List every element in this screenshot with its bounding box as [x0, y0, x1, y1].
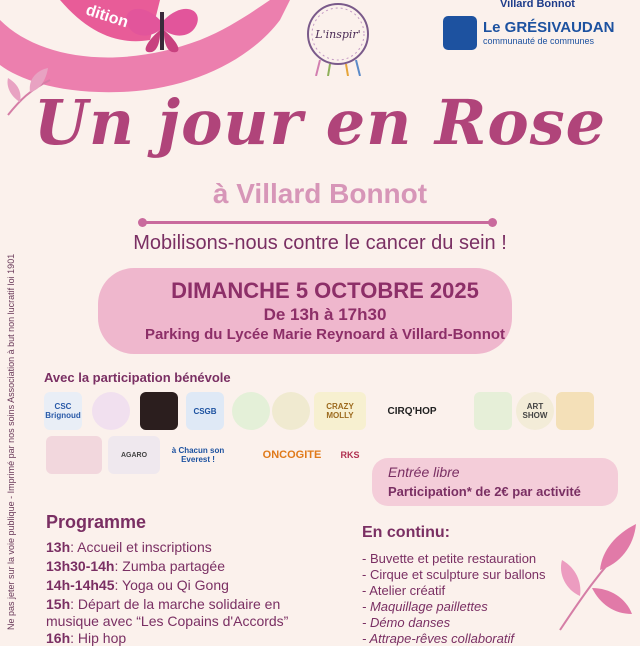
programme-item: 16h: Hip hop: [46, 630, 127, 646]
programme-item: 14h-14h45: Yoga ou Qi Gong: [46, 577, 229, 593]
sponsor-logo: RKS: [340, 450, 360, 460]
sponsor-logo: CIRQ'HOP: [387, 405, 437, 417]
continu-item: - Attrape-rêves collaboratif: [362, 631, 514, 646]
side-legal-note: [4, 150, 24, 630]
gresivaudan-logo: [443, 16, 614, 50]
sponsor-logo: [556, 392, 594, 430]
continu-item: - Buvette et petite restauration: [362, 551, 537, 566]
sponsor-logo: à Chacun son Everest !: [171, 446, 225, 464]
sponsor-logo: CRAZY MOLLY: [314, 392, 366, 430]
gresivaudan-name: Le GRÉSIVAUDAN: [483, 19, 615, 36]
participation-title: Avec la participation bénévole: [44, 370, 231, 385]
continu-item: - Cirque et sculpture sur ballons: [362, 567, 546, 582]
sponsor-logo: AGARO: [108, 436, 160, 474]
gresivaudan-subtitle: communauté de communes: [483, 36, 595, 46]
programme-title: Programme: [46, 512, 147, 532]
divider-dot: [488, 218, 497, 227]
sponsor-logo: [272, 392, 310, 430]
programme-item: 13h30-14h: Zumba partagée: [46, 558, 225, 574]
entry-free-label: Entrée libre: [388, 464, 460, 480]
sponsor-logo: ART SHOW: [516, 392, 554, 430]
programme-item: 13h: Accueil et inscriptions: [46, 539, 212, 555]
sponsor-logo: [232, 392, 270, 430]
programme-item: musique avec “Les Copains d'Accords”: [46, 613, 289, 629]
edition-label: dition: [83, 1, 131, 32]
page-subtitle: à Villard Bonnot: [212, 178, 428, 209]
divider: [142, 221, 492, 224]
page-title: Un jour en Rose: [33, 86, 607, 159]
sponsor-logo: CSGB: [186, 392, 224, 430]
inspir-logo-text: L'inspir': [315, 28, 361, 41]
continu-title: En continu:: [362, 524, 450, 541]
gresivaudan-icon: [443, 16, 477, 50]
entry-fee-label: Participation* de 2€ par activité: [388, 484, 581, 499]
event-date: DIMANCHE 5 OCTOBRE 2025: [171, 278, 479, 303]
sponsor-logo: [474, 392, 512, 430]
sponsor-logo: CSC Brignoud: [44, 392, 82, 430]
tagline: Mobilisons-nous contre le cancer du sein !: [133, 232, 507, 254]
villard-bonnot-logo: Villard Bonnot: [500, 0, 575, 10]
event-place: Parking du Lycée Marie Reynoard à Villard-Bonnot: [144, 326, 506, 343]
programme-item: 15h: Départ de la marche solidaire en: [46, 596, 281, 612]
divider-dot: [138, 218, 147, 227]
event-time: De 13h à 17h30: [263, 305, 387, 324]
continu-item: - Atelier créatif: [362, 583, 446, 598]
sponsor-logo: [92, 392, 130, 430]
leaf-decoration: [540, 510, 640, 640]
continu-item: - Démo danses: [362, 615, 451, 630]
continu-item: - Maquillage paillettes: [362, 599, 488, 614]
sponsor-logo: ONCOGITE: [262, 449, 322, 461]
side-legal-text: Ne pas jeter sur la voie publique - Imprimé par nos soins Association à but non lucratif loi 1901: [6, 253, 16, 630]
sponsor-logo: [140, 392, 178, 430]
sponsor-logo: [46, 436, 102, 474]
